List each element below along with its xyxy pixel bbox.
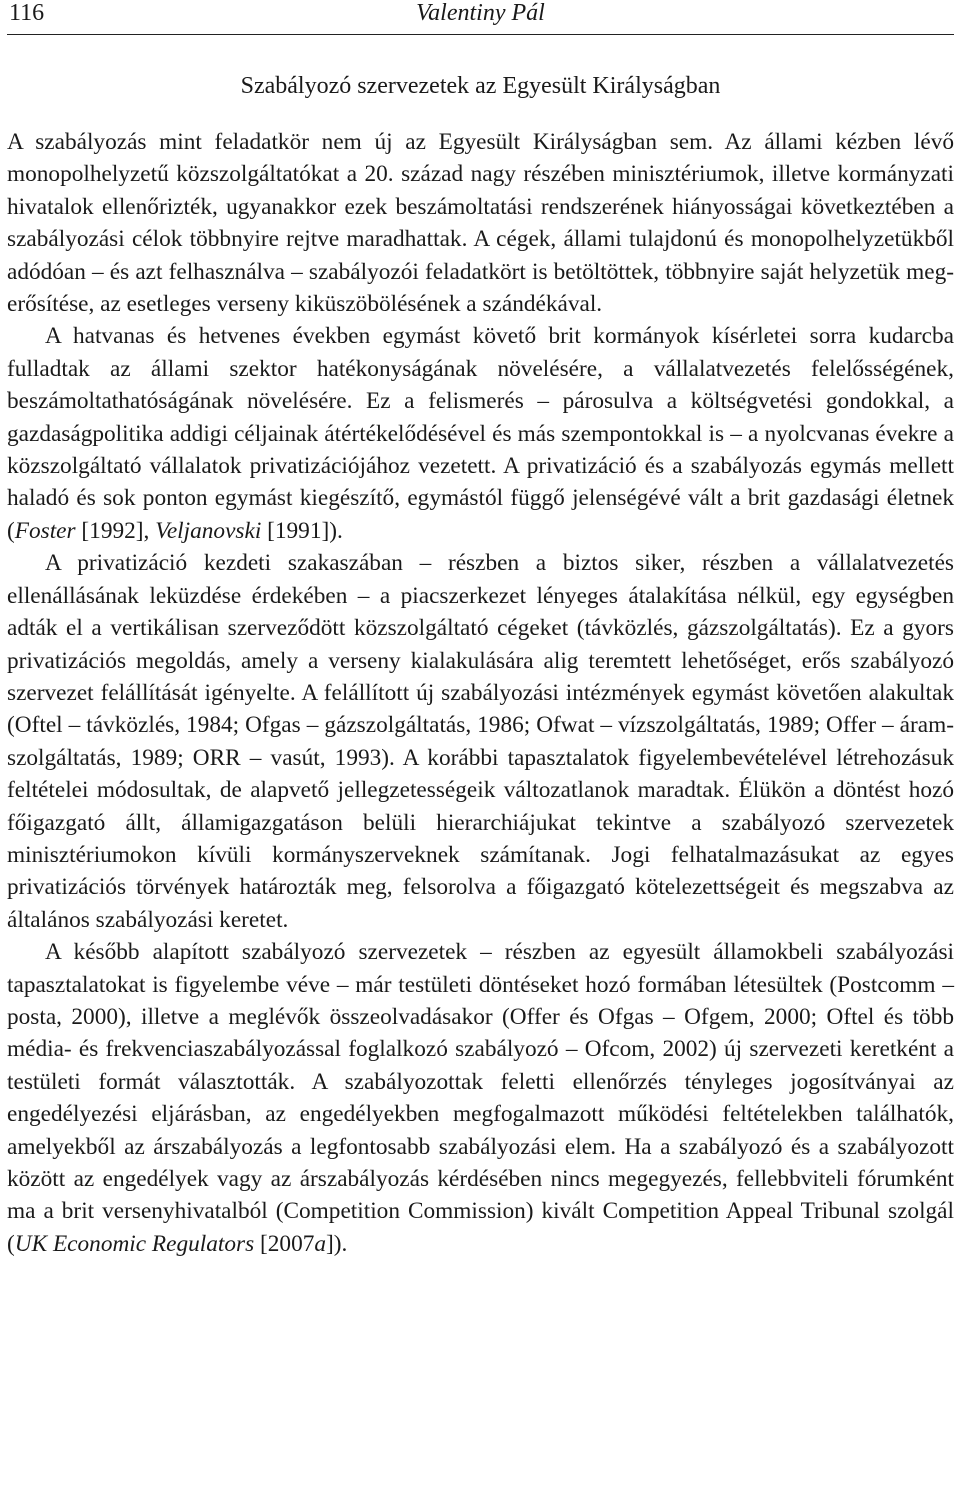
paragraph-1: A szabályozás mint feladatkör nem új az Egyesült Királyságban sem. Az állami kézben lévő monopolhelyzetű közszolgáltatókat a 20. század nagy részében minisztériumok, illetve kormányzati hivatalok ellenőrizték, ugyanakkor ezek beszámoltatási rendszerének hiányosságai következtében a szabályozási célok többnyire rejtve maradhattak. A cégek, állami tulajdonú és monopolhelyzetükből adódóan – és azt felhasználva – szabályozói feladatkört is betöltöttek, többnyire saját helyzetük megerősítése, az esetleges verseny kiküszöbölésének a szándékával. bbox=[7, 129, 954, 318]
paragraph-4-text: A később alapított szabályozó szervezetek – részben az egyesült államokbeli szabályozási tapasztalatokat is figyelembe véve – már testületi döntéseket hozó formában létesültek (Postcomm – posta, 2000), illetve a meglévők összeolvadásakor (Offer és Ofgas – Ofgem, 2000; Oftel és több média- és frekvenciaszabályozással foglalkozó szabályozó – Ofcom, 2002) új szervezeti keretként a testületi formát választották. A szabályozottak feletti ellenőrzés tényleges jogosítványai az engedélyezési eljárásban, az engedélyekben megfogalmazott működési feltételekben találhatók, amelyekből az árszabályozás a legfontosabb szabályozási elem. Ha a szabályozó és a szabályozott között az engedélyek vagy az árszabályozás kérdésében nincs megegyezés, fellebbviteli fórumként ma a brit versenyhivatalból (Competition Commission) kivált Competition Appeal Tribunal szolgál ( bbox=[7, 939, 954, 1257]
citation-author-foster: Foster bbox=[14, 517, 76, 544]
paragraph-4-end: ]). bbox=[326, 1230, 348, 1257]
paragraph-2 bbox=[7, 320, 954, 547]
running-head-author: Valentiny Pál bbox=[416, 0, 545, 26]
paragraph-3: A privatizáció kezdeti szakaszában – részben a biztos siker, részben a vállalatvezetés ellenállásának leküzdése érdekében – a piacszerkezet lényeges átalakítása nélkül, egy egységben adták el a vertikálisan szerveződött közszolgáltató cégeket (távközlés, gázszolgáltatás). Ez a gyors privatizációs megoldás, amely a verseny kialakulására alig teremtett lehetőséget, erős szabályozó szervezet felállítását igényelte. A felállított új szabályozási intézmények egymást követően alakultak (Oftel – távközlés, 1984; Ofgas – gázszolgáltatás, 1986; Ofwat – vízszolgáltatás, 1989; Offer – áramszolgáltatás, 1989; ORR – vasút, 1993). A korábbi tapasztalatok figyelembevételével létrehozásuk feltételei módosultak, de alapvető jellegzetességeik változatlanok maradtak. Élükön a döntést hozó főigazgató állt, államigazgatáson belüli hierarchiájukat tekintve a szabályozó szervezetek minisztériumokon kívüli kormányszerveknek számítanak. Jogi felhatalmazásukat az egyes privatizációs törvények határozták meg, felsorolva a főigazgató kötelezettségeit és megszabva az általános szabályozási keretet. bbox=[7, 550, 954, 933]
citation-year-foster: [1992], bbox=[75, 517, 156, 544]
paragraph-2-end: ). bbox=[329, 517, 343, 544]
paragraph-2-text: A hatvanas és hetvenes években egymást követő brit kormányok kísérletei sorra kudarcba fulladtak az állami szektor hatékonyságának növelésére, a vállalatvezetés felelősségének, beszámoltathatóságának növelésére. Ez a felismerés – párosulva a költségvetési gondokkal, a gazdaságpolitika addigi céljainak átértékelődésével és más szempontokkal is – a nyolcvanas évekre a közszolgáltató vállalatok privatizációjához vezetett. A privatizáció és a szabályozás egymás mellett haladó és sok ponton egymást kiegészítő, egymástól függő jelenségévé vált a brit gazdasági életnek ( bbox=[7, 323, 954, 544]
citation-author-veljanovski: Veljanovski bbox=[155, 517, 262, 544]
paragraph-4 bbox=[7, 936, 954, 1260]
running-header bbox=[7, 0, 954, 35]
citation-source: UK Economic Regulators bbox=[14, 1230, 255, 1257]
section-title: Szabályozó szervezetek az Egyesült Királyságban bbox=[240, 73, 721, 99]
citation-year-suffix: a bbox=[314, 1230, 327, 1257]
body-text bbox=[7, 126, 954, 1260]
page-number: 116 bbox=[9, 0, 45, 26]
citation-year: [2007 bbox=[254, 1230, 315, 1257]
citation-year-veljanovski: [1991] bbox=[261, 517, 330, 544]
